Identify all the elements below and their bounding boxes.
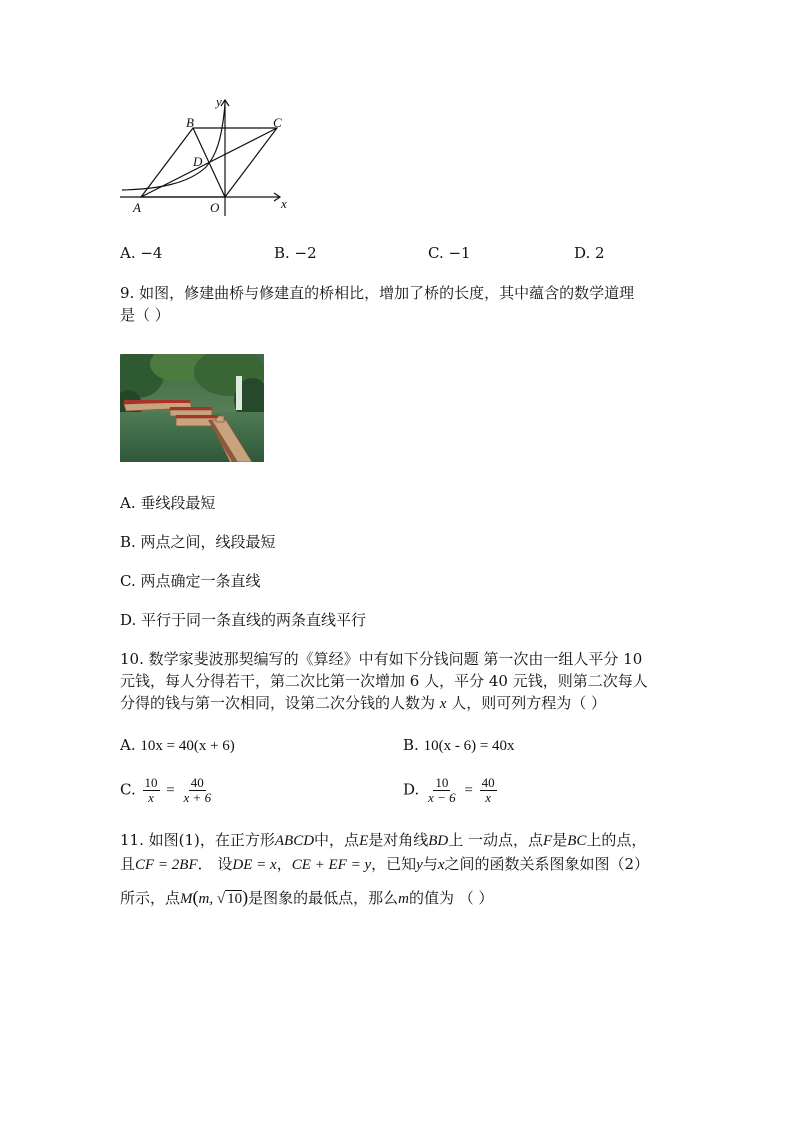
q8-option-b[interactable]: B. −2 [274, 244, 317, 262]
q9-option-d[interactable]: D. 平行于同一条直线的两条直线平行 [120, 611, 367, 629]
q8-option-d[interactable]: D. 2 [574, 244, 605, 262]
q10-stem-line2: 元钱，每人分得若干，第二次比第一次增加 6 人，平分 40 元钱，则第二次每人 [120, 672, 648, 690]
q8-option-c[interactable]: C. −1 [428, 244, 471, 262]
q11-stem-line1: 11. 如图(1)，在正方形ABCD中，点E是对角线BD上 一动点，点F是BC上的点， [120, 831, 647, 849]
label-a: A [133, 200, 141, 215]
coordinate-figure [118, 94, 290, 220]
q9-stem-line2: 是（ ） [120, 306, 170, 324]
label-x: x [281, 196, 287, 211]
label-c: C [273, 115, 282, 130]
label-b: B [186, 115, 194, 130]
q9-option-b[interactable]: B. 两点之间，线段最短 [120, 533, 276, 551]
q11-stem-line3: 所示，点M(m, √ 10)是图象的最低点，那么m的值为 （ ） [120, 887, 494, 907]
q10-option-c[interactable]: C. $\frac{10}{x}$ = $\frac{40}{x + 6}$ [120, 775, 212, 805]
q10-option-b[interactable]: B. 10(x - 6) = 40x [403, 736, 515, 754]
q9-option-a[interactable]: A. 垂线段最短 [120, 494, 216, 512]
curved-bridge-photo [120, 354, 264, 462]
q9-stem-line1: 9. 如图，修建曲桥与修建直的桥相比，增加了桥的长度，其中蕴含的数学道理 [120, 284, 635, 302]
label-d: D [193, 154, 203, 169]
q10-stem-line3: 分得的钱与第一次相同，设第二次分钱的人数为 x 人，则可列方程为（ ） [120, 694, 606, 712]
q11-stem-line2: 且CF = 2BF． 设DE = x，CE + EF = y，已知y与x之间的函数关系图象如图（2） [120, 855, 650, 873]
q9-option-c[interactable]: C. 两点确定一条直线 [120, 572, 261, 590]
hyperbola-curve [122, 104, 225, 190]
q8-option-a[interactable]: A. −4 [120, 244, 163, 262]
label-y: y [216, 94, 222, 109]
q10-stem-line1: 10. 数学家斐波那契编写的《算经》中有如下分钱问题 第一次由一组人平分 10 [120, 650, 643, 668]
q10-option-a[interactable]: A. 10x = 40(x + 6) [120, 736, 235, 754]
label-o: O [210, 200, 220, 215]
q10-option-d[interactable]: D. $\frac{10}{x - 6}$ = $\frac{40}{x}$ [403, 775, 495, 805]
